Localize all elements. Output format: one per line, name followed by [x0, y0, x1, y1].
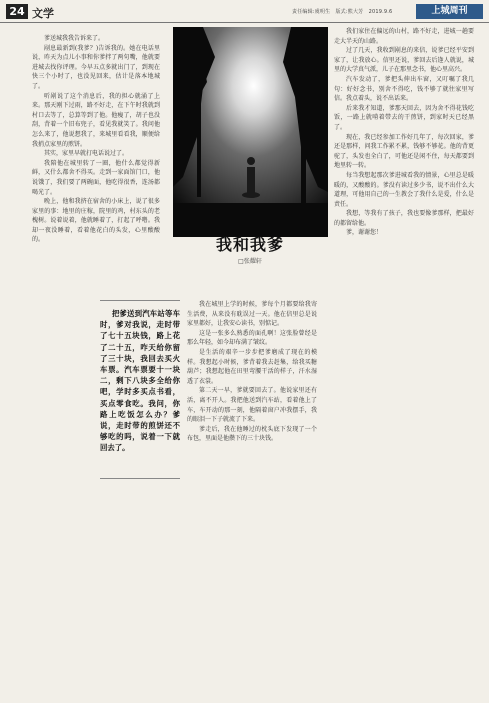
paragraph: 我们家住在偏远的山村，路不好走，进城一趟要走大半天的山路。 — [334, 28, 474, 45]
section-title: 文学 — [32, 7, 54, 20]
paragraph: 我想，等我有了孩子，我也要像爹那样，把最好的都留给他。 — [334, 210, 474, 227]
pullquote-rule-top — [100, 300, 180, 301]
editor-credits: 责任编辑:虞明生 版式:熊大芳 2019.9.6 — [292, 9, 393, 15]
paragraph: 是生活的艰辛一步步把爹磨成了现在的模样。我想起小时候，爹背着我去赶集，给我买糖葫芦；我想起他在田里弯腰干活的样子，汗水湿透了衣裳。 — [187, 348, 317, 385]
paragraph: 我陪他在城里转了一圈，他什么都觉得新鲜，又什么都舍不得买。走到一家面馆门口，他说饿了，我们要了两碗面，他吃得很香，连汤都喝光了。 — [32, 159, 160, 196]
article-title: 我和我爹 — [215, 235, 284, 254]
article-column-middle — [187, 300, 317, 698]
page-header — [0, 0, 489, 23]
pullquote: 把爹送到汽车站等车时，爹对我说，走时带了七十五块钱，路上花了二十五，咋天给你留了三十块，我回去买火车票。汽车票要十一块二，剩下八块多全给你吧，学时多买点书看，买点零食吃。我问，你路上吃饭怎么办？爹说，走时带的煎饼还不够吃的吗，说着一下就回去了。 — [100, 309, 180, 453]
paragraph: 第二天一早，爹就要回去了。他说家里还有活，离不开人。我把他送到汽车站，看着他上了车，车开动的那一刻，他隔着窗户冲我摆手，我的眼泪一下子就流了下来。 — [187, 387, 317, 424]
article-photo — [173, 27, 328, 237]
paragraph: 过了几天，我收到剐息的来信，说爹已经平安到家了，让我放心。信里还说，爹回去后逢人就说，城里的大学真气派，儿子在那里念书，他心里高兴。 — [334, 47, 474, 74]
paragraph: 听剐说了这个消息后，我的担心就涌了上来。那天刚下过雨，路不好走，在下午时我就到村口去等了，总算等到了他。他瘦了，胡子也没刮，背着一个旧布兜子，看见我就笑了。我问他怎么来了，他说想我了，来城里看看我，顺便给我捎点家里的煎饼。 — [32, 92, 160, 148]
article-byline: □张耀轩 — [238, 258, 262, 265]
masthead: 上城周刊 — [416, 4, 483, 19]
paragraph: 爹送城我我告诉来了。 — [44, 35, 105, 42]
paragraph: 其实，家里早就打电话说过了。 — [44, 150, 129, 158]
paragraph: 爹走后，我在他睡过的枕头底下发现了一个布包，里面是他攒下的三十块钱。 — [187, 425, 317, 443]
paragraph: 我在城里上学的时候，爹每个月都要给我寄生活费，从来没有耽误过一天。他在信里总是说家里都好，让我安心读书，别惦记。 — [187, 301, 317, 328]
paragraph: 剐息最新到(我爹？)告诉我的。她在电话里说，昨天为点儿小事和你爹拌了两句嘴，他就要进城去找你评理。今早五点多就出门了，到现在快三个小时了，也没见回来，估计是落本地城了。 — [32, 44, 160, 90]
pullquote-rule-bottom — [100, 478, 180, 479]
paragraph: 这是一张多么熟悉的面孔啊！这张脸曾经是那么年轻，如今却布满了皱纹。 — [187, 329, 317, 347]
paragraph: 晚上，他和我挤在宿舍的小床上，说了很多家里的事：地里的庄稼，院里的鸡，村东头的老槐树。说着说着，他就睡着了，打起了呼噜。我却一夜没睡着，看着他花白的头发，心里酸酸的。 — [32, 198, 160, 244]
paragraph: 汽车发动了，爹把头伸出车窗，又叮嘱了我几句：好好念书，别舍不得吃，钱不够了就往家里写信。我点着头，说不出话来。 — [334, 75, 474, 103]
paragraph: 每当我想起那次爹进城看我的情景，心里总是暖暖的，又酸酸的。爹没有读过多少书，说不出什么大道理，可他用自己的一生教会了我什么是爱，什么是责任。 — [334, 171, 474, 208]
paragraph: 后来我才知道，爹那天回去，因为舍不得花钱吃饭，一路上就啃着带去的干煎饼，到家时天已经黑了。 — [334, 104, 474, 131]
paragraph: 现在，我已经参加工作好几年了，每次回家，爹还是那样，问我工作累不累，钱够不够花。他的背更驼了，头发也全白了，可他还是闲不住，每天都要到地里转一转。 — [334, 133, 474, 170]
paragraph: 爹，谢谢您！ — [346, 229, 383, 237]
article-column-right — [334, 27, 474, 698]
page-number: 24 — [6, 4, 28, 19]
